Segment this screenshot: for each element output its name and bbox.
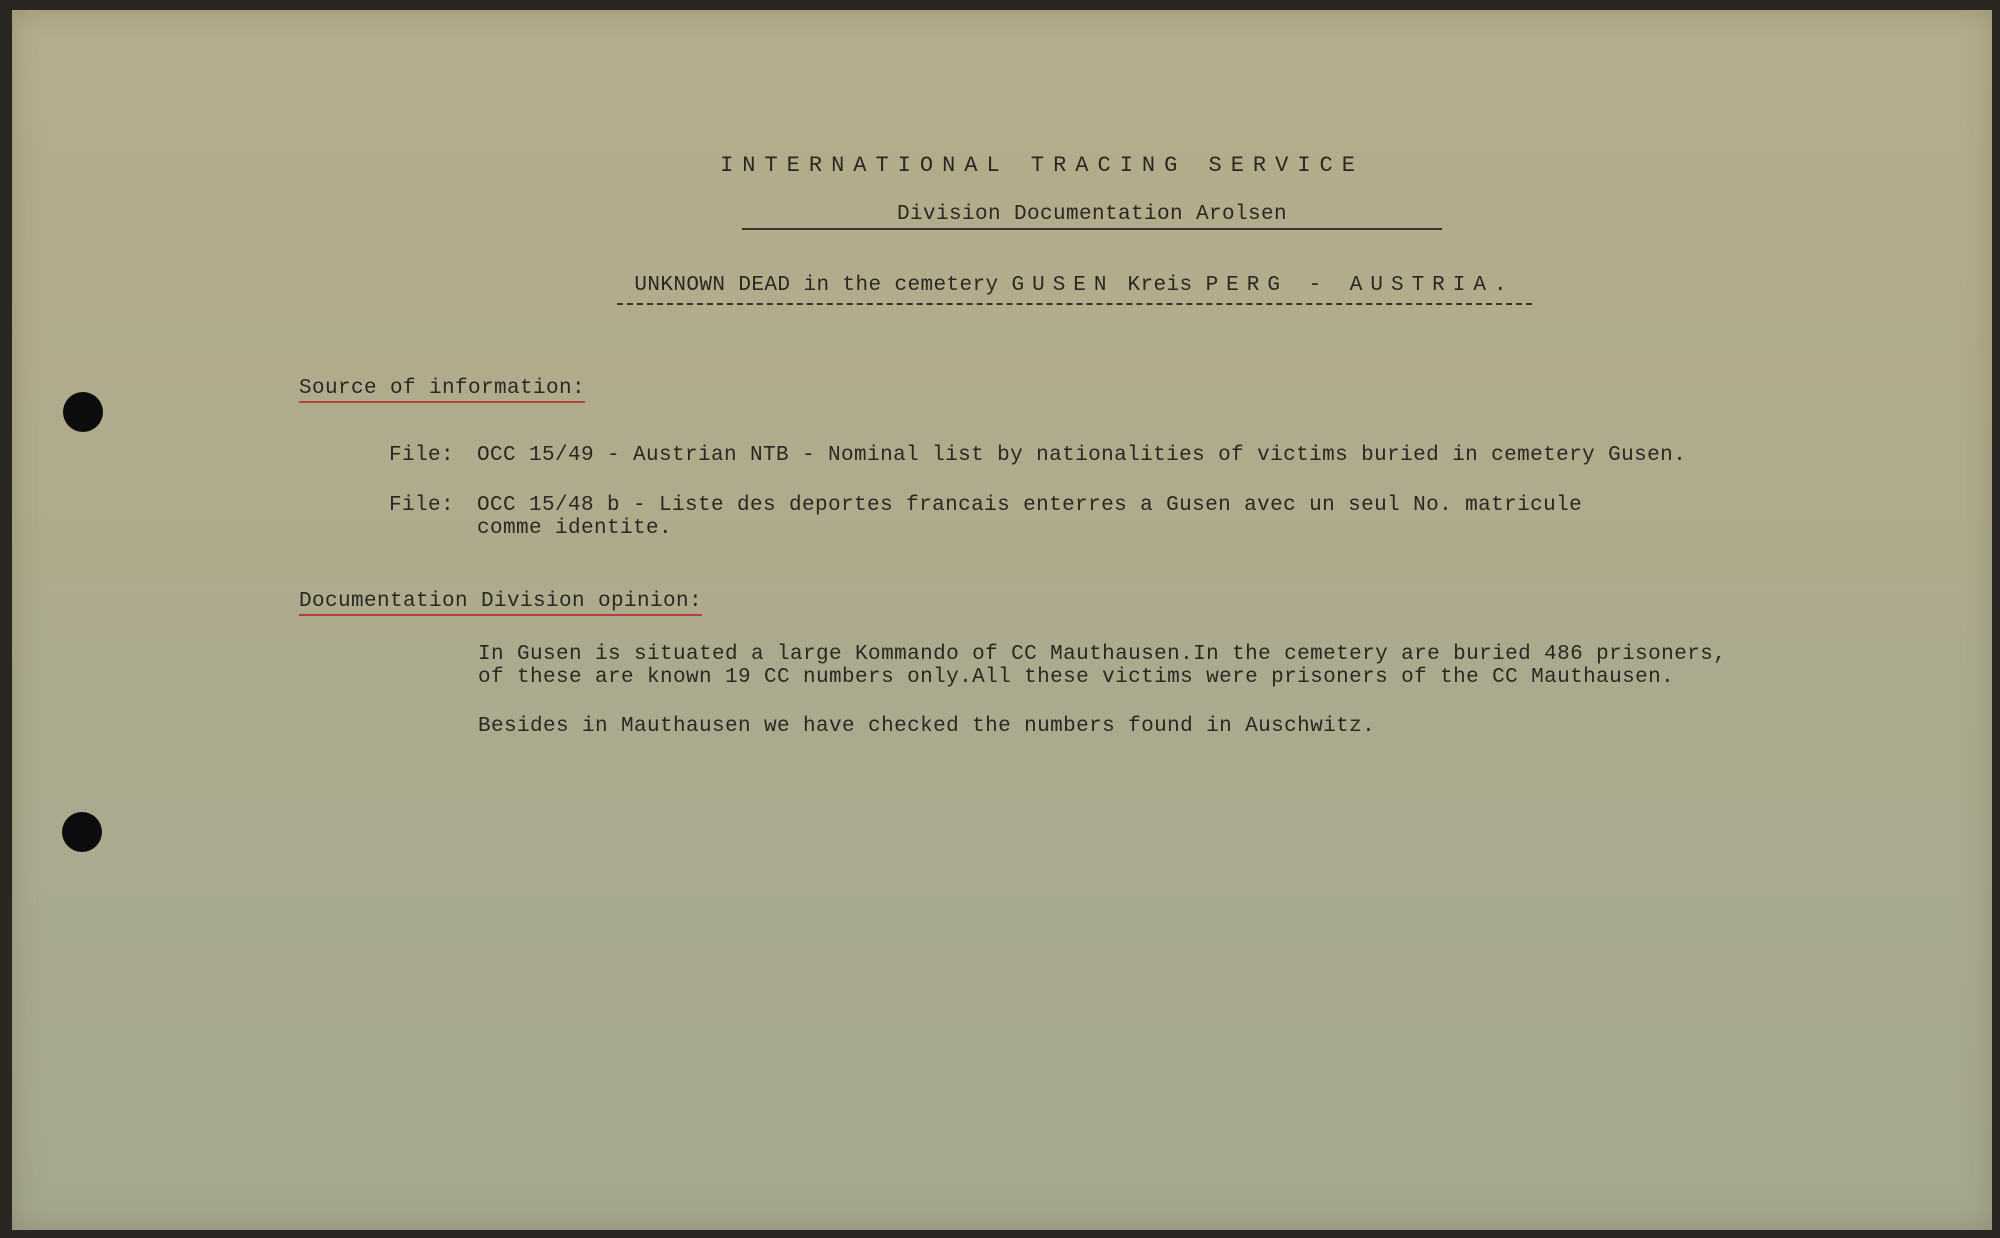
file-text: OCC 15/49 - Austrian NTB - Nominal list by nationalities of victims buried in cemetery Gusen. [477, 444, 1687, 467]
document-title [617, 274, 1532, 305]
source-file-2 [389, 494, 1689, 540]
punch-hole-top [63, 392, 103, 432]
title-kreis: Kreis [1127, 274, 1193, 297]
title-in-cemetery: in the cemetery [803, 274, 999, 297]
opinion-paragraph-2: Besides in Mauthausen we have checked the numbers found in Auschwitz. [478, 715, 1376, 738]
title-place: GUSEN [1011, 274, 1115, 297]
opinion-paragraph-1: In Gusen is situated a large Kommando of CC Mauthausen.In the cemetery are buried 486 prisoners, of these are known 19 CC numbers only.All these victims were prisoners of the CC Mauthausen. [478, 643, 1727, 689]
document-card [12, 10, 1992, 1230]
organization-header: INTERNATIONAL TRACING SERVICE [720, 153, 1364, 178]
source-heading: Source of information: [299, 377, 585, 403]
opinion-heading: Documentation Division opinion: [299, 590, 702, 616]
source-file-1 [389, 444, 1689, 467]
title-region: PERG - AUSTRIA. [1205, 274, 1515, 297]
file-label: File: [389, 444, 455, 467]
title-unknown-dead: UNKNOWN DEAD [634, 274, 791, 297]
punch-hole-bottom [62, 812, 102, 852]
division-subtitle: Division Documentation Arolsen [742, 203, 1442, 230]
file-text: OCC 15/48 b - Liste des deportes francais enterres a Gusen avec un seul No. matricule comme identite. [477, 494, 1583, 540]
file-label: File: [389, 494, 455, 517]
